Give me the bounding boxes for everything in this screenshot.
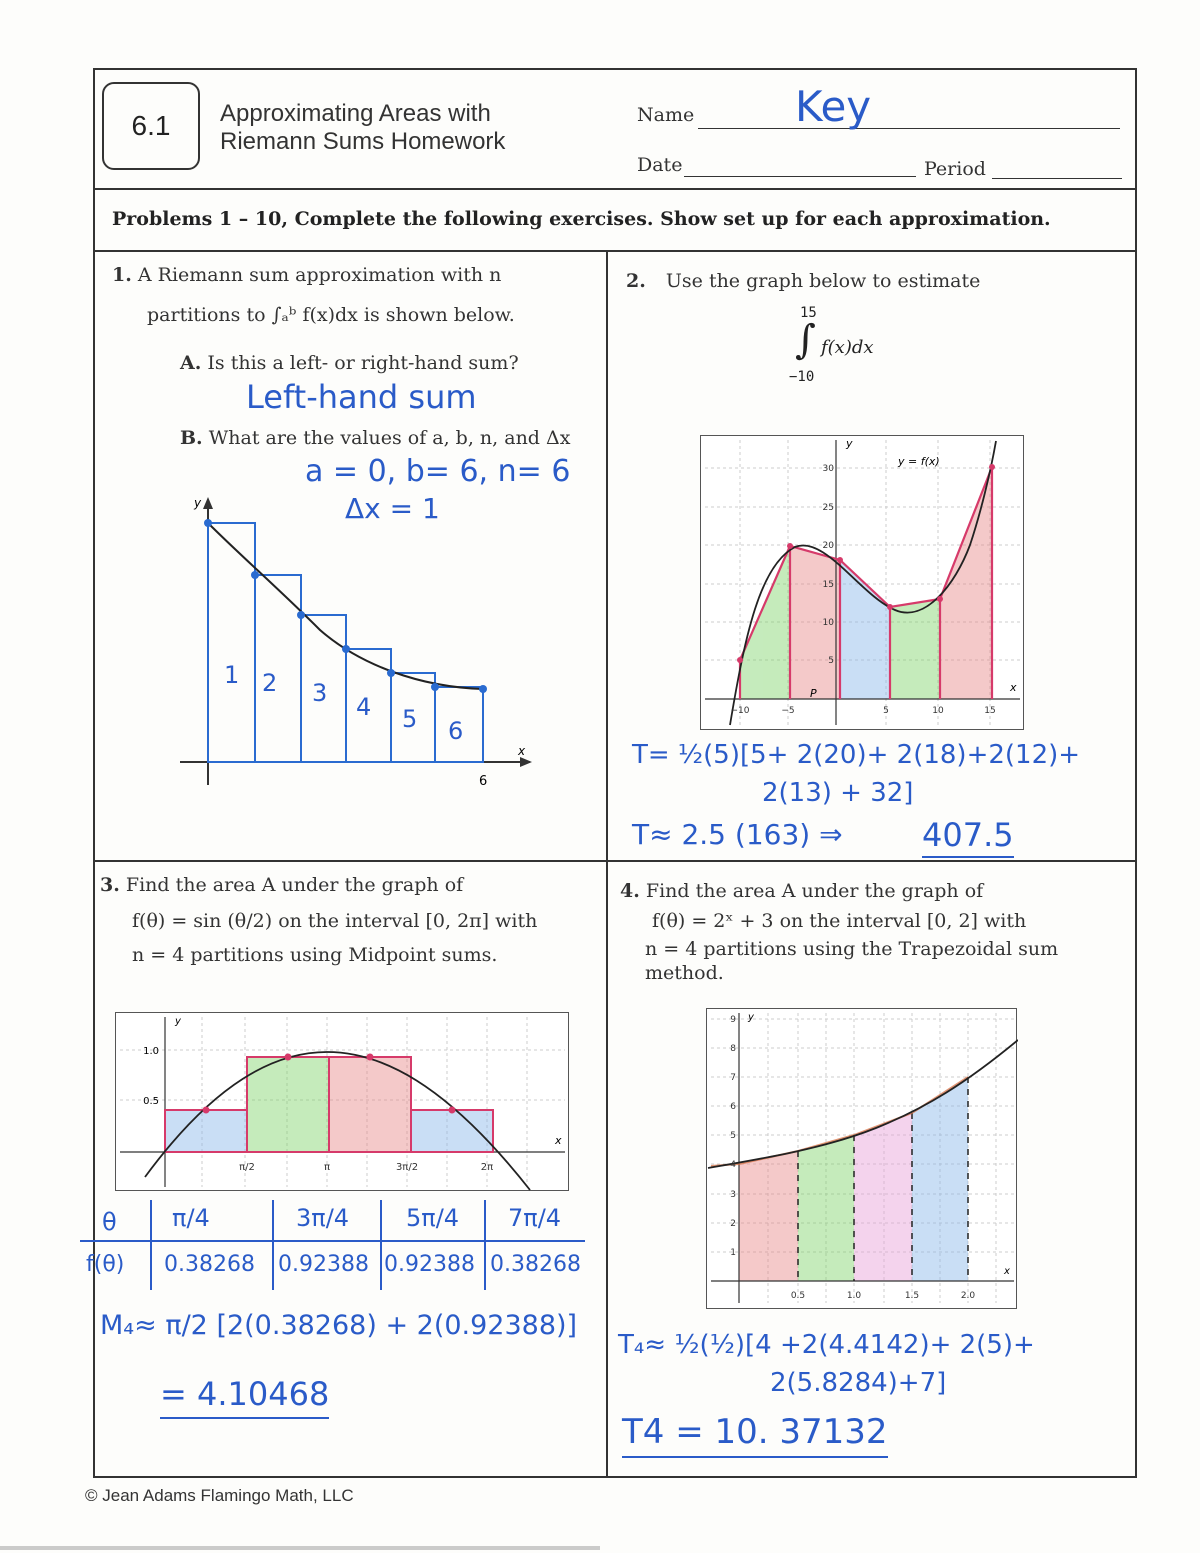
p4-y-tick-7: 7 [730,1073,736,1083]
p4-number: 4. [620,880,640,902]
p3-rect-2-fill [247,1057,329,1152]
p3-x-tick-2pi: 2π [480,1162,494,1173]
p4-x-label: x [1004,1266,1010,1277]
period-label: Period [924,158,986,180]
p1-rect-1 [208,523,255,762]
p2-x-label: x [1010,681,1017,694]
p4-final-answer: T4 = 10. 37132 [622,1412,888,1458]
p3-table-vline-2 [272,1200,274,1290]
p4-x-tick-05: 0.5 [790,1291,806,1301]
p1-rect-label-5: 5 [402,705,418,733]
p3-theta-3: 5π/4 [406,1204,460,1232]
p3-y-tick-05: 0.5 [143,1096,159,1107]
p3-rect-4-fill [411,1110,493,1152]
p1-rect-label-6: 6 [448,717,464,745]
p1-x-arrow [520,757,532,767]
p4-y-tick-2: 2 [730,1219,736,1229]
p2-integral-sign: ∫ [795,317,816,363]
p4-trap-2 [798,1135,854,1281]
p2-x-tick-15: 15 [984,706,996,716]
p1-graph [180,495,540,795]
p4-y-tick-8: 8 [730,1044,736,1054]
worksheet-title [220,100,505,156]
p1-point-6 [431,683,439,691]
p1-qa-label: A. [180,352,202,374]
p2-x-tick-neg10: −10 [730,706,750,716]
p2-y-tick-5: 5 [828,656,834,666]
p3-theta-label: θ [102,1208,117,1236]
name-field-line [698,128,1120,129]
p2-x-tick-neg5: −5 [781,706,795,716]
instructions: Problems 1 – 10, Complete the following exercises. Show set up for each approximation. [112,208,1051,230]
p3-y-label: y [175,1016,181,1027]
p3-table-vline-3 [380,1200,382,1290]
title-line-2: Riemann Sums Homework [220,128,506,155]
p2-upper-limit: 15 [800,305,817,321]
p1-point-4 [342,645,350,653]
p4-line1 [620,878,983,904]
p2-integral [785,305,925,385]
p2-y-tick-15: 15 [822,580,834,590]
p4-y-tick-4: 4 [730,1160,736,1170]
p2-p-label: P [810,687,817,700]
p4-x-tick-20: 2.0 [960,1291,976,1301]
p3-x-tick-3pi2: 3π/2 [395,1162,419,1173]
p2-answer-line1: T= ½(5)[5+ 2(20)+ 2(18)+2(12)+ [632,740,1081,770]
p3-line1-text: Find the area A under the graph of [125,874,464,896]
p4-graph [706,1008,1018,1310]
p4-trap-1 [739,1151,798,1281]
header-divider [93,188,1137,190]
p1-point-3 [297,611,305,619]
p1-rect-label-2: 2 [262,669,278,697]
p4-y-tick-6: 6 [730,1102,736,1112]
p1-qa-text: Is this a left- or right-hand sum? [207,352,519,374]
p1-point-1 [204,519,212,527]
p1-rect-label-3: 3 [312,679,328,707]
p2-y-label: y [846,437,853,450]
period-field-line [992,178,1122,179]
p3-number: 3. [100,874,120,896]
p3-value-3: 0.92388 [384,1252,475,1277]
p1-answer-b2: Δx = 1 [345,492,440,525]
p1-x-label: x [518,744,526,758]
p1-line1 [112,262,501,288]
p1-number: 1. [112,264,132,286]
p1-x-tick-6: 6 [479,774,488,789]
name-label: Name [637,104,695,126]
p2-text: Use the graph below to estimate [665,270,981,292]
p2-y-tick-30: 30 [822,464,834,474]
p3-theta-4: 7π/4 [508,1204,562,1232]
p4-x-tick-10: 1.0 [846,1291,862,1301]
p1-y-arrow [203,497,213,509]
p3-rect-1-fill [165,1110,247,1152]
p3-theta-1: π/4 [172,1204,210,1232]
p2-trap-4 [890,599,940,699]
p3-x-tick-pi: π [323,1162,331,1173]
page-bottom-shadow [0,1546,600,1550]
p1-qb-label: B. [180,427,203,449]
p3-y-tick-1: 1.0 [143,1046,159,1057]
p2-curve-label: y = f(x) [898,455,940,468]
p4-line1-text: Find the area A under the graph of [645,880,984,902]
p4-y-ticks [730,1015,736,1258]
row-divider [93,860,1137,862]
p1-line2: partitions to ∫ₐᵇ f(x)dx is shown below. [147,304,515,326]
p2-x-tick-10: 10 [932,706,944,716]
name-value: Key [795,82,872,131]
p3-table-hline [80,1240,585,1242]
p3-theta-2: 3π/4 [296,1204,350,1232]
p2-final-answer: 407.5 [922,816,1014,858]
p4-trap-3 [854,1113,912,1281]
p3-table-vline-4 [484,1200,486,1290]
p3-line3: n = 4 partitions using Midpoint sums. [132,944,498,966]
p3-table-vline-1 [150,1200,152,1290]
p4-y-tick-9: 9 [730,1015,736,1025]
p3-value-4: 0.38268 [490,1252,581,1277]
p1-answer-b1: a = 0, b= 6, n= 6 [305,454,571,489]
p1-qb-text: What are the values of a, b, n, and Δx [208,427,571,449]
p2-line1 [626,268,980,294]
p3-table [80,1200,590,1300]
p1-point-2 [251,571,259,579]
p2-x-tick-5: 5 [883,706,889,716]
column-divider [606,250,608,1478]
p3-f-label: f(θ) [86,1252,125,1277]
date-label: Date [637,154,683,176]
p2-number: 2. [626,270,646,292]
p1-question-b [180,425,570,451]
p3-answer-line2: = 4.10468 [160,1375,329,1419]
p3-value-1: 0.38268 [164,1252,255,1277]
p1-line1-text: A Riemann sum approximation with n [137,264,502,286]
p3-x-label: x [555,1134,562,1147]
p3-line2: f(θ) = sin (θ/2) on the interval [0, 2π] with [132,910,538,932]
p2-y-tick-25: 25 [822,503,834,513]
p1-rectangles [208,523,483,762]
p4-y-tick-1: 1 [730,1248,736,1258]
p2-graph [700,435,1025,731]
p3-value-2: 0.92388 [278,1252,369,1277]
p3-answer-line1: M₄≈ π/2 [2(0.38268) + 2(0.92388)] [100,1310,578,1341]
p2-y-tick-10: 10 [822,618,834,628]
p1-y-label: y [194,496,202,510]
title-line-1: Approximating Areas with [220,100,491,127]
p4-y-label: y [748,1012,754,1023]
p3-x-tick-pi2: π/2 [239,1162,255,1173]
p2-answer-line2: 2(13) + 32] [762,778,914,808]
p2-integrand: f(x)dx [821,337,874,358]
p4-y-tick-3: 3 [730,1190,736,1200]
p4-x-tick-15: 1.5 [904,1291,920,1301]
p4-answer-line1: T₄≈ ½(½)[4 +2(4.4142)+ 2(5)+ [618,1330,1035,1360]
p1-rect-label-1: 1 [224,661,240,689]
p1-answer-a: Left-hand sum [246,378,477,416]
p4-line3: n = 4 partitions using the Trapezoidal sum [645,938,1059,960]
p2-answer-line3: T≈ 2.5 (163) ⇒ [632,818,843,851]
p3-graph [115,1012,570,1192]
section-badge: 6.1 [102,82,200,170]
p1-rect-label-4: 4 [356,693,372,721]
p4-y-tick-5: 5 [730,1131,736,1141]
p1-question-a [180,350,519,376]
p2-y-tick-20: 20 [822,541,834,551]
p1-point-7 [479,685,487,693]
p4-line4: method. [645,962,724,984]
p4-line2: f(θ) = 2ˣ + 3 on the interval [0, 2] with [652,910,1027,932]
p1-point-5 [387,669,395,677]
instructions-divider [93,250,1137,252]
p3-line1 [100,872,463,898]
date-field-line [684,176,916,177]
p2-lower-limit: −10 [789,369,815,385]
copyright-footer: © Jean Adams Flamingo Math, LLC [85,1486,354,1505]
p4-answer-line2: 2(5.8284)+7] [770,1368,947,1398]
